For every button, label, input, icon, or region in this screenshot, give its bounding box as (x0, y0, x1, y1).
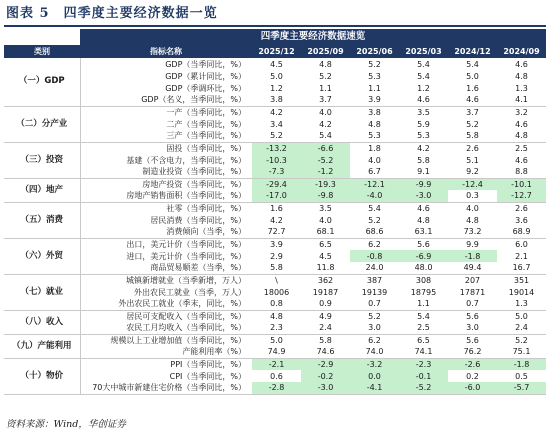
value-cell: 3.0 (448, 322, 497, 334)
value-cell: -2.9 (301, 358, 350, 370)
indicator-label: 外出农民工就业（当季，万人） (134, 287, 246, 297)
indicator-label: CPI（当季同比，%） (169, 371, 246, 381)
table-row (4, 118, 546, 130)
value-cell: -1.8 (497, 358, 546, 370)
value-cell: 5.3 (368, 71, 381, 81)
value-cell: 2.5 (515, 143, 528, 153)
value-cell: 6.7 (350, 166, 399, 178)
source-note: 资料来源：Wind，华创证券 (6, 419, 126, 430)
value-cell: 3.0 (350, 322, 399, 334)
value-cell: 24.0 (350, 262, 399, 274)
value-cell: 4.6 (417, 203, 430, 213)
category-label: （九）产能利用 (4, 334, 80, 358)
category-label: （三）投资 (4, 142, 80, 178)
value-cell: 11.8 (301, 262, 350, 274)
value-cell: 5.4 (466, 59, 479, 69)
table-row (4, 58, 546, 70)
table-row (4, 178, 546, 190)
table-header-row (4, 45, 546, 58)
header-indicator: 指标名称 (80, 45, 252, 58)
value-cell: 4.8 (466, 215, 479, 225)
value-cell: -4.1 (350, 382, 399, 394)
value-cell: 5.8 (417, 155, 430, 165)
value-cell: 19014 (508, 287, 535, 297)
value-cell: 4.5 (270, 59, 283, 69)
value-cell: -3.0 (399, 190, 448, 202)
indicator-label: 二产（当季同比，%） (166, 119, 246, 129)
indicator-label: GDP（名义，当季同比，%） (80, 94, 252, 106)
value-cell: 5.0 (466, 71, 479, 81)
value-cell: 5.0 (270, 71, 283, 81)
table-row (4, 142, 546, 154)
value-cell: 5.4 (417, 71, 430, 81)
table-row (4, 190, 546, 202)
value-cell: 19139 (361, 287, 388, 297)
indicator-label: 固投（当季同比，%） (166, 143, 246, 153)
value-cell: 4.2 (270, 107, 283, 117)
value-cell: 0.5 (515, 371, 528, 381)
value-cell: 2.6 (515, 203, 528, 213)
table-row (4, 214, 546, 226)
category-label: （一）GDP (4, 58, 80, 106)
indicator-label: 进口，美元计价（当季同比，%） (126, 251, 246, 261)
value-cell: -2.3 (399, 358, 448, 370)
value-cell: -12.1 (350, 178, 399, 190)
value-cell: 4.8 (497, 130, 546, 142)
indicator-label: 基建（不含电力，当季同比，%） (126, 155, 246, 165)
value-cell: 5.0 (270, 335, 283, 345)
value-cell: 1.8 (368, 143, 381, 153)
value-cell: 5.6 (417, 239, 430, 249)
value-cell: -12.4 (448, 178, 497, 190)
value-cell: 5.1 (466, 155, 479, 165)
value-cell: 1.2 (417, 83, 430, 93)
value-cell: -5.2 (301, 154, 350, 166)
table-row (4, 310, 546, 322)
value-cell: 2.9 (270, 251, 283, 261)
value-cell: -0.8 (350, 250, 399, 262)
value-cell: 68.6 (350, 226, 399, 238)
data-table-container (4, 29, 546, 395)
category-label: （七）就业 (4, 274, 80, 310)
value-cell: 3.9 (270, 239, 283, 249)
table-row (4, 94, 546, 106)
value-cell: -9.9 (399, 178, 448, 190)
value-cell: 3.8 (252, 94, 301, 106)
value-cell: 5.6 (466, 311, 479, 321)
indicator-label: 消费倾向（当季，%） (80, 226, 252, 238)
value-cell: 4.8 (368, 119, 381, 129)
value-cell: -1.8 (448, 250, 497, 262)
value-cell: 4.6 (515, 59, 528, 69)
value-cell: 6.5 (319, 239, 332, 249)
value-cell: 8.8 (497, 166, 546, 178)
value-cell: 3.5 (319, 203, 332, 213)
value-cell: 4.2 (270, 215, 283, 225)
indicator-label: 社零（当季同比，%） (166, 203, 246, 213)
category-label: （六）外贸 (4, 238, 80, 274)
value-cell: 2.3 (252, 322, 301, 334)
value-cell: 1.3 (497, 298, 546, 310)
value-cell: 362 (317, 275, 334, 285)
value-cell: 0.6 (270, 371, 283, 381)
value-cell: 4.0 (319, 107, 332, 117)
figure-title-text: 四季度主要经济数据一览 (63, 6, 218, 21)
table-row (4, 298, 546, 310)
value-cell: 1.1 (368, 83, 381, 93)
value-cell: 5.2 (466, 119, 479, 129)
value-cell: 6.2 (368, 239, 381, 249)
header-period: 2024/12 (448, 45, 497, 58)
value-cell: -7.3 (252, 166, 301, 178)
value-cell: 387 (366, 275, 383, 285)
figure-title (6, 4, 544, 24)
table-row (4, 262, 546, 274)
value-cell: -19.3 (301, 178, 350, 190)
value-cell: 16.7 (497, 262, 546, 274)
value-cell: 74.6 (301, 346, 350, 358)
header-period: 2025/12 (252, 45, 301, 58)
table-row (4, 382, 546, 394)
table-row (4, 238, 546, 250)
indicator-label: 出口，美元计价（当季同比，%） (126, 239, 246, 249)
value-cell: 4.2 (417, 143, 430, 153)
value-cell: -5.7 (497, 382, 546, 394)
value-cell: -29.4 (252, 178, 301, 190)
value-cell: 2.1 (515, 251, 528, 261)
value-cell: 0.7 (350, 298, 399, 310)
value-cell: 1.6 (466, 83, 479, 93)
value-cell: 207 (464, 275, 481, 285)
indicator-label: 产能利用率（%） (80, 346, 252, 358)
value-cell: 0.0 (350, 370, 399, 382)
header-category: 类别 (4, 45, 80, 58)
value-cell: 5.3 (350, 130, 399, 142)
value-cell: 351 (513, 275, 530, 285)
indicator-label: 房地产投资（当季同比，%） (142, 179, 246, 189)
header-period: 2024/09 (497, 45, 546, 58)
value-cell: -2.1 (252, 358, 301, 370)
value-cell: 3.9 (350, 94, 399, 106)
value-cell: -3.2 (350, 358, 399, 370)
value-cell: 4.0 (368, 155, 381, 165)
value-cell: 308 (415, 275, 432, 285)
category-label: （八）收入 (4, 310, 80, 334)
title-divider (4, 25, 546, 27)
indicator-label: GDP（季调环比，%） (165, 83, 246, 93)
value-cell: 5.4 (301, 130, 350, 142)
table-row (4, 130, 546, 142)
table-banner-row (4, 29, 546, 45)
header-period: 2025/06 (350, 45, 399, 58)
value-cell: 3.5 (417, 107, 430, 117)
value-cell: 4.8 (319, 59, 332, 69)
value-cell: 76.2 (448, 346, 497, 358)
indicator-label: GDP（当季同比，%） (165, 59, 246, 69)
value-cell: 1.6 (270, 203, 283, 213)
indicator-label: 居民可支配收入（当季同比，%） (126, 311, 246, 321)
value-cell: 5.8 (252, 262, 301, 274)
value-cell: 5.2 (368, 215, 381, 225)
value-cell: -0.2 (301, 370, 350, 382)
value-cell: -10.1 (497, 178, 546, 190)
indicator-label: 一产（当季同比，%） (166, 107, 246, 117)
value-cell: 4.6 (515, 155, 528, 165)
table-row (4, 370, 546, 382)
value-cell: 74.1 (399, 346, 448, 358)
value-cell: -6.9 (399, 250, 448, 262)
value-cell: 6.5 (417, 335, 430, 345)
value-cell: -1.2 (301, 166, 350, 178)
table-row (4, 226, 546, 238)
value-cell: 1.3 (515, 83, 528, 93)
value-cell: 68.9 (497, 226, 546, 238)
value-cell: 48.0 (399, 262, 448, 274)
table-row (4, 154, 546, 166)
value-cell: 5.2 (515, 335, 528, 345)
table-row (4, 166, 546, 178)
indicator-label: 外出农民工就业（季末，同比，%） (80, 298, 252, 310)
indicator-label: 70大中城市新建住宅价格（当季同比，%） (80, 382, 252, 394)
header-period: 2025/03 (399, 45, 448, 58)
value-cell: 9.1 (399, 166, 448, 178)
value-cell: 9.9 (466, 239, 479, 249)
value-cell: -5.2 (399, 382, 448, 394)
value-cell: -4.0 (350, 190, 399, 202)
value-cell: 5.8 (319, 335, 332, 345)
value-cell: 5.2 (252, 130, 301, 142)
category-label: （十）物价 (4, 358, 80, 394)
category-label: （二）分产业 (4, 106, 80, 142)
value-cell: 5.3 (399, 130, 448, 142)
table-row (4, 334, 546, 346)
value-cell: 2.6 (466, 143, 479, 153)
value-cell: 3.4 (270, 119, 283, 129)
table-row (4, 322, 546, 334)
value-cell: 3.7 (466, 107, 479, 117)
economic-data-table (4, 29, 546, 395)
value-cell: 4.9 (319, 311, 332, 321)
value-cell: 4.6 (515, 119, 528, 129)
table-row (4, 286, 546, 298)
indicator-label: 商品贸易顺差（当季，%） (80, 262, 252, 274)
table-body (4, 29, 546, 394)
value-cell: 4.0 (319, 215, 332, 225)
value-cell: 2.5 (399, 322, 448, 334)
value-cell: 5.8 (448, 130, 497, 142)
value-cell: 5.2 (368, 311, 381, 321)
value-cell: 74.0 (350, 346, 399, 358)
value-cell: 9.2 (448, 166, 497, 178)
value-cell: 3.2 (515, 107, 528, 117)
value-cell: -2.8 (252, 382, 301, 394)
indicator-label: 规模以上工业增加值（当季同比，%） (110, 335, 246, 345)
value-cell: 0.8 (252, 298, 301, 310)
value-cell: 3.7 (301, 94, 350, 106)
value-cell: 72.7 (252, 226, 301, 238)
table-row (4, 274, 546, 286)
value-cell: 5.9 (417, 119, 430, 129)
value-cell: -10.3 (252, 154, 301, 166)
value-cell: -6.0 (448, 382, 497, 394)
value-cell: 3.8 (368, 107, 381, 117)
value-cell: 4.6 (399, 94, 448, 106)
indicator-label: 居民消费（当季同比，%） (150, 215, 246, 225)
value-cell: -13.2 (252, 142, 301, 154)
value-cell: 5.4 (368, 203, 381, 213)
value-cell: -3.0 (301, 382, 350, 394)
indicator-label: 制造业投资（当季同比，%） (80, 166, 252, 178)
value-cell: 4.6 (448, 94, 497, 106)
value-cell: 4.0 (466, 203, 479, 213)
value-cell: 4.2 (319, 119, 332, 129)
table-row (4, 250, 546, 262)
value-cell: 49.4 (448, 262, 497, 274)
value-cell: -2.6 (448, 358, 497, 370)
table-banner: 四季度主要经济数据速览 (80, 29, 546, 45)
value-cell: 74.9 (252, 346, 301, 358)
table-row (4, 358, 546, 370)
value-cell: -0.1 (399, 370, 448, 382)
value-cell: 5.4 (417, 311, 430, 321)
value-cell: 18795 (410, 287, 437, 297)
value-cell: 1.1 (399, 298, 448, 310)
value-cell: -17.0 (252, 190, 301, 202)
value-cell: 4.5 (319, 251, 332, 261)
value-cell: 5.4 (417, 59, 430, 69)
value-cell: 0.2 (466, 371, 479, 381)
value-cell: 0.7 (448, 298, 497, 310)
value-cell: 18006 (263, 287, 290, 297)
value-cell: 6.0 (515, 239, 528, 249)
value-cell: 1.1 (319, 83, 332, 93)
value-cell: 17871 (459, 287, 486, 297)
value-cell: 75.1 (497, 346, 546, 358)
value-cell: 1.2 (270, 83, 283, 93)
value-cell: -6.6 (301, 142, 350, 154)
value-cell: 63.1 (399, 226, 448, 238)
category-label: （四）地产 (4, 178, 80, 202)
table-row (4, 202, 546, 214)
indicator-label: 农民工月均收入（当季同比，%） (80, 322, 252, 334)
table-row (4, 82, 546, 94)
indicator-label: PPI（当季同比，%） (170, 359, 246, 369)
value-cell: -12.7 (497, 190, 546, 202)
value-cell: 73.2 (448, 226, 497, 238)
value-cell: 6.2 (368, 335, 381, 345)
figure-number: 图表 5 (6, 6, 50, 21)
value-cell: 68.1 (301, 226, 350, 238)
table-row (4, 346, 546, 358)
value-cell: 2.4 (497, 322, 546, 334)
table-row (4, 70, 546, 82)
indicator-label: 城镇新增就业（当季新增，万人） (126, 275, 246, 285)
value-cell: 4.1 (497, 94, 546, 106)
value-cell: 3.6 (515, 215, 528, 225)
value-cell: 5.6 (466, 335, 479, 345)
table-row (4, 106, 546, 118)
value-cell: 5.2 (368, 59, 381, 69)
header-period: 2025/09 (301, 45, 350, 58)
category-label: （五）消费 (4, 202, 80, 238)
value-cell: 0.9 (301, 298, 350, 310)
value-cell: -9.8 (301, 190, 350, 202)
indicator-label: GDP（累计同比，%） (165, 71, 246, 81)
value-cell: 5.0 (515, 311, 528, 321)
value-cell: 4.8 (270, 311, 283, 321)
indicator-label: 三产（当季同比，%） (80, 130, 252, 142)
value-cell: 4.8 (515, 71, 528, 81)
value-cell: 5.2 (319, 71, 332, 81)
value-cell: 19187 (312, 287, 339, 297)
value-cell: 2.4 (301, 322, 350, 334)
value-cell: \ (275, 275, 278, 285)
value-cell: 0.3 (448, 190, 497, 202)
indicator-label: 房地产销售面积（当季同比，%） (80, 190, 252, 202)
value-cell: 4.8 (417, 215, 430, 225)
